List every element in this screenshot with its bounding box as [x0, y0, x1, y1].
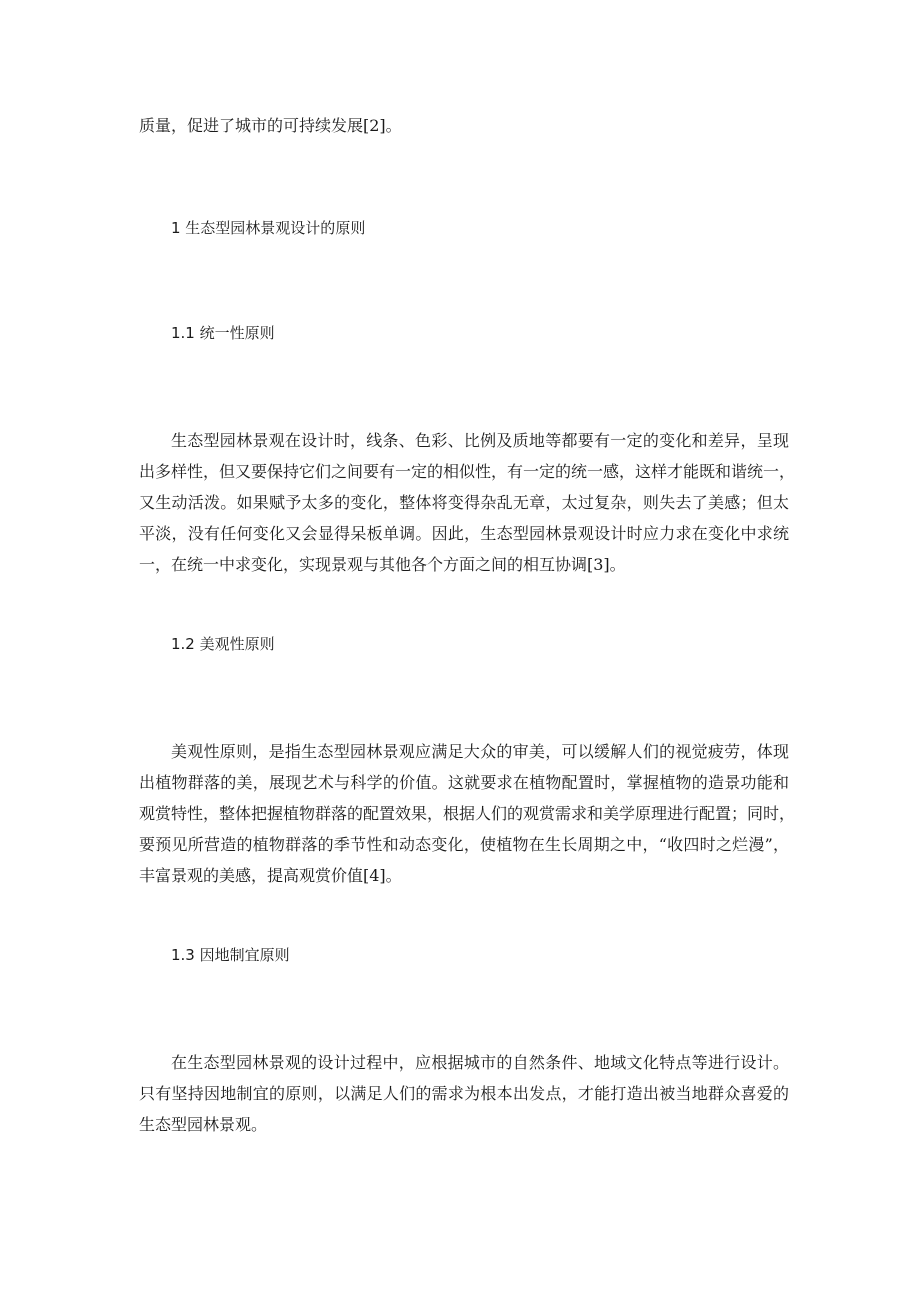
- paragraph-line: 出植物群落的美，展现艺术与科学的价值。这就要求在植物配置时，掌握植物的造景功能和: [139, 773, 789, 792]
- section-1-2-paragraph: [139, 736, 796, 891]
- paragraph-line: 在生态型园林景观的设计过程中，应根据城市的自然条件、地域文化特点等进行设计。: [171, 1053, 789, 1072]
- section-1-heading: 1 生态型园林景观设计的原则: [171, 219, 366, 237]
- section-1-3-heading: 1.3 因地制宜原则: [171, 946, 290, 964]
- paragraph-line: 出多样性，但又要保持它们之间要有一定的相似性，有一定的统一感，这样才能既和谐统一，: [139, 462, 796, 481]
- paragraph-line: 又生动活泼。如果赋予太多的变化，整体将变得杂乱无章，太过复杂，则失去了美感；但太: [139, 493, 789, 512]
- paragraph-line: 只有坚持因地制宜的原则，以满足人们的需求为根本出发点，才能打造出被当地群众喜爱的: [139, 1084, 789, 1103]
- section-1-1-paragraph: [139, 425, 796, 580]
- section-1-1-heading: 1.1 统一性原则: [171, 324, 275, 342]
- paragraph-line: 一，在统一中求变化，实现景观与其他各个方面之间的相互协调[3]。: [139, 555, 626, 574]
- section-1-3-paragraph: [139, 1047, 789, 1140]
- paragraph-line: 美观性原则，是指生态型园林景观应满足大众的审美，可以缓解人们的视觉疲劳，体现: [171, 742, 789, 761]
- paragraph-line: 丰富景观的美感，提高观赏价值[4]。: [139, 866, 402, 885]
- paragraph-line: 观赏特性，整体把握植物群落的配置效果，根据人们的观赏需求和美学原理进行配置；同时，: [139, 804, 796, 823]
- paragraph-line: 生态型园林景观。: [139, 1115, 268, 1134]
- paragraph-line: 平淡，没有任何变化又会显得呆板单调。因此，生态型园林景观设计时应力求在变化中求统: [139, 524, 789, 543]
- paragraph-line: 生态型园林景观在设计时，线条、色彩、比例及质地等都要有一定的变化和差异，呈现: [171, 431, 789, 450]
- section-1-2-heading: 1.2 美观性原则: [171, 635, 275, 653]
- paragraph-line: 要预见所营造的植物群落的季节性和动态变化，使植物在生长周期之中，“收四时之烂漫”，: [139, 835, 789, 854]
- intro-tail-text: 质量，促进了城市的可持续发展[2]。: [139, 116, 402, 135]
